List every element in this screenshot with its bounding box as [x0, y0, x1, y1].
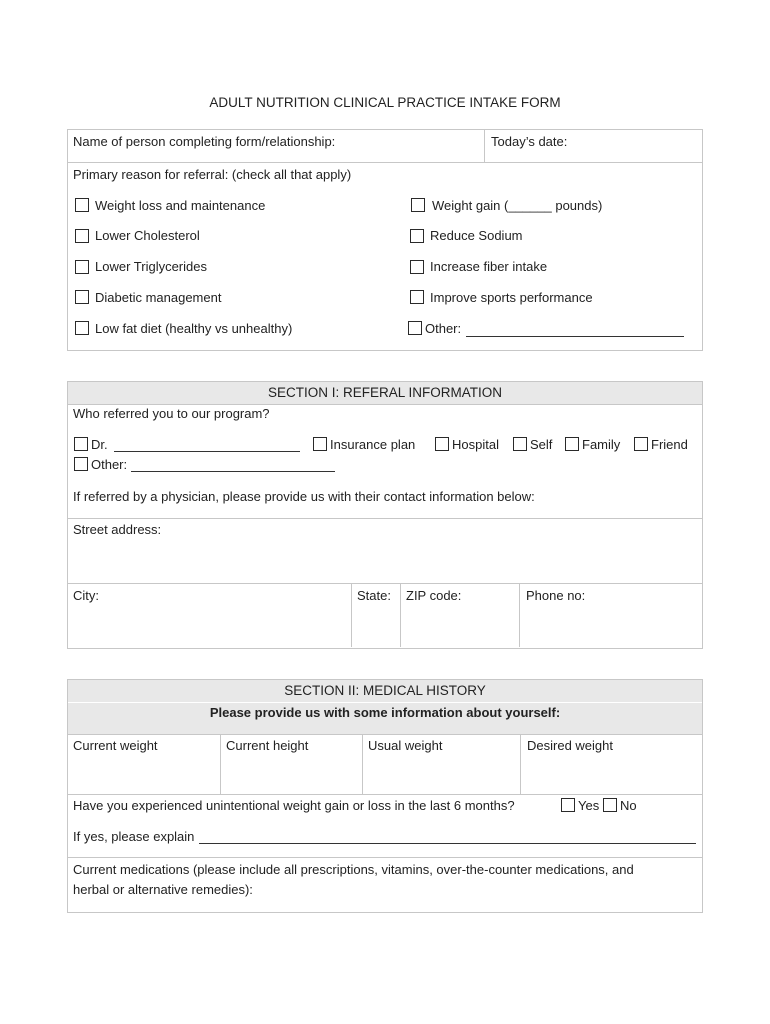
checkbox-reduce-sodium[interactable] — [410, 229, 424, 243]
option-label: Lower Cholesterol — [95, 228, 200, 243]
checkbox-low-fat-diet[interactable] — [75, 321, 89, 335]
checkbox-referral-family[interactable] — [565, 437, 579, 451]
section-1-title: SECTION I: REFERAL INFORMATION — [267, 385, 502, 400]
weight-change-question: Have you experienced unintentional weight gain or loss in the last 6 months? — [73, 798, 515, 813]
checkbox-other-reason[interactable] — [408, 321, 422, 335]
option-label: Weight gain (______ pounds) — [432, 198, 603, 213]
checkbox-weight-change-yes[interactable] — [561, 798, 575, 812]
section-2-subtitle: Please provide us with some information about yourself: — [209, 705, 561, 720]
explain-line[interactable] — [199, 843, 696, 844]
option-label: Low fat diet (healthy vs unhealthy) — [95, 321, 293, 336]
usual-weight-label[interactable]: Usual weight — [368, 738, 443, 753]
date-field-label[interactable]: Today’s date: — [491, 134, 568, 149]
option-label: Other: — [425, 321, 462, 336]
option-label: Friend — [651, 437, 688, 452]
form-title: ADULT NUTRITION CLINICAL PRACTICE INTAKE FORM — [209, 95, 561, 110]
city-label[interactable]: City: — [73, 588, 99, 603]
option-label: No — [620, 798, 637, 813]
divider — [67, 162, 703, 163]
divider — [67, 583, 703, 584]
physician-contact-note: If referred by a physician, please provide us with their contact information below: — [73, 489, 535, 504]
divider — [67, 518, 703, 519]
divider — [67, 794, 703, 795]
other-reason-line[interactable] — [466, 336, 684, 337]
checkbox-referral-other[interactable] — [74, 457, 88, 471]
section-1-box — [67, 381, 703, 649]
explain-label: If yes, please explain — [73, 829, 195, 844]
name-field-label[interactable]: Name of person completing form/relationship: — [73, 134, 336, 149]
section-2-title: SECTION II: MEDICAL HISTORY — [284, 683, 486, 698]
option-label: Reduce Sodium — [430, 228, 523, 243]
checkbox-increase-fiber[interactable] — [410, 260, 424, 274]
section-2-header — [68, 680, 702, 734]
checkbox-lower-cholesterol[interactable] — [75, 229, 89, 243]
zip-code-label[interactable]: ZIP code: — [406, 588, 462, 603]
who-referred-label: Who referred you to our program? — [73, 406, 270, 421]
option-label: Yes — [578, 798, 600, 813]
divider — [220, 734, 221, 794]
checkbox-weight-loss[interactable] — [75, 198, 89, 212]
referral-other-line[interactable] — [131, 471, 335, 472]
divider — [519, 583, 520, 647]
option-label: Self — [530, 437, 553, 452]
checkbox-referral-dr[interactable] — [74, 437, 88, 451]
phone-label[interactable]: Phone no: — [526, 588, 586, 603]
divider — [67, 857, 703, 858]
desired-weight-label[interactable]: Desired weight — [527, 738, 613, 753]
dr-name-line[interactable] — [114, 451, 300, 452]
checkbox-sports-performance[interactable] — [410, 290, 424, 304]
divider — [67, 734, 703, 735]
checkbox-weight-change-no[interactable] — [603, 798, 617, 812]
divider — [520, 734, 521, 794]
option-label: Weight loss and maintenance — [95, 198, 266, 213]
divider — [400, 583, 401, 647]
checkbox-diabetic-management[interactable] — [75, 290, 89, 304]
divider — [67, 404, 703, 405]
checkbox-referral-self[interactable] — [513, 437, 527, 451]
option-label: Other: — [91, 457, 128, 472]
checkbox-referral-friend[interactable] — [634, 437, 648, 451]
option-label: Improve sports performance — [430, 290, 593, 305]
referral-reason-prompt: Primary reason for referral: (check all that apply) — [73, 167, 352, 182]
checkbox-referral-insurance[interactable] — [313, 437, 327, 451]
checkbox-weight-gain[interactable] — [411, 198, 425, 212]
option-label: Increase fiber intake — [430, 259, 548, 274]
option-label: Lower Triglycerides — [95, 259, 207, 274]
state-label[interactable]: State: — [357, 588, 391, 603]
option-label: Diabetic management — [95, 290, 222, 305]
street-address-label[interactable]: Street address: — [73, 522, 162, 537]
checkbox-lower-triglycerides[interactable] — [75, 260, 89, 274]
option-label: Family — [582, 437, 621, 452]
medications-label[interactable]: Current medications (please include all prescriptions, vitamins, over-the-counter medications, and — [73, 862, 634, 877]
medications-label-continued: herbal or alternative remedies): — [73, 882, 253, 897]
divider — [351, 583, 352, 647]
current-height-label[interactable]: Current height — [226, 738, 309, 753]
option-label: Dr. — [91, 437, 108, 452]
divider — [68, 702, 702, 703]
divider — [484, 129, 485, 163]
current-weight-label[interactable]: Current weight — [73, 738, 158, 753]
checkbox-referral-hospital[interactable] — [435, 437, 449, 451]
option-label: Hospital — [452, 437, 499, 452]
section-1-header — [68, 382, 702, 404]
option-label: Insurance plan — [330, 437, 416, 452]
divider — [362, 734, 363, 794]
